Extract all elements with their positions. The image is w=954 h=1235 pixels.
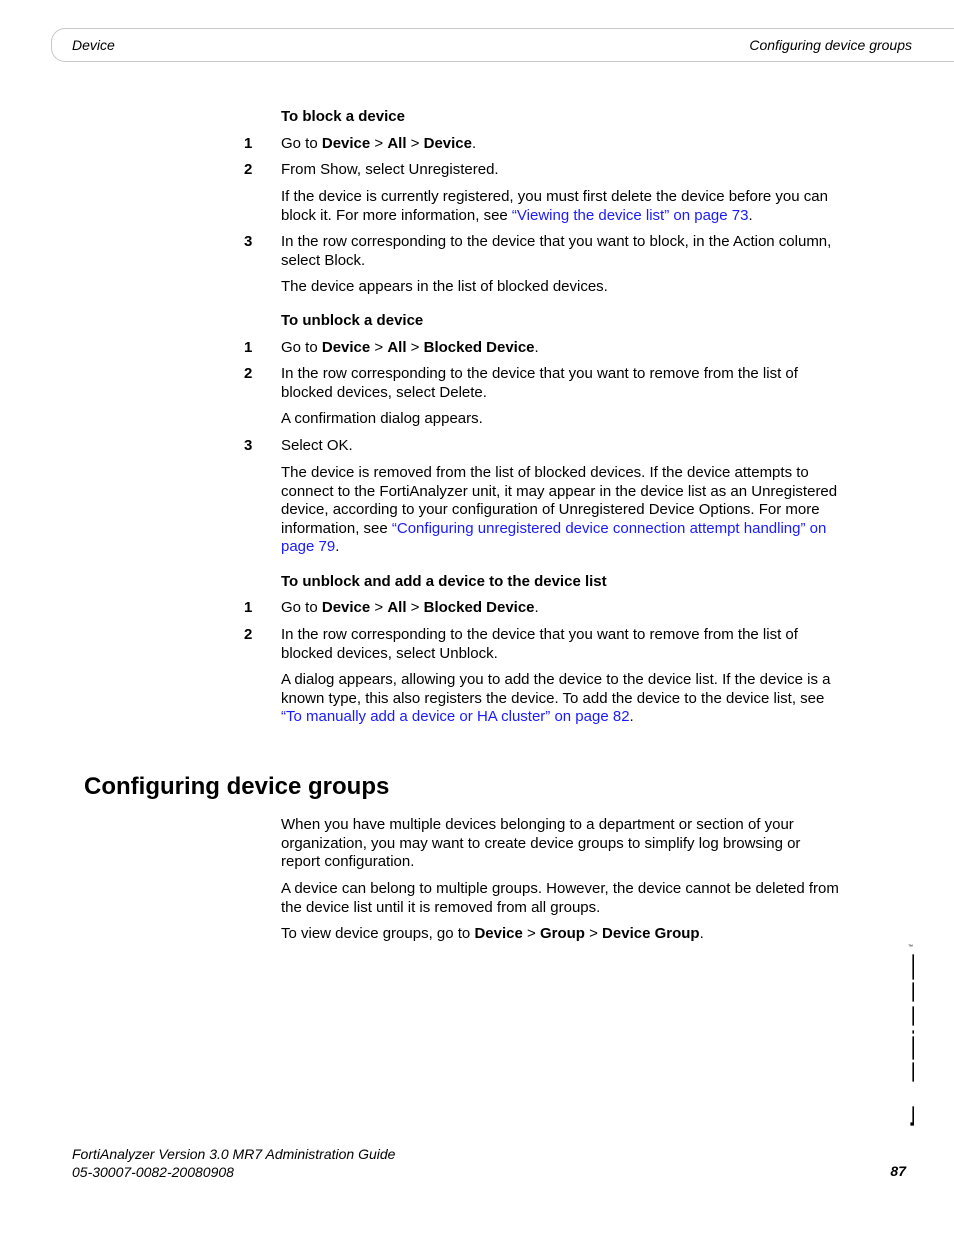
procedure-heading-block: To block a device (281, 108, 405, 125)
procedure-heading-unblock: To unblock a device (281, 312, 424, 329)
step-text: Go to Device > All > Device. (281, 135, 477, 152)
paragraph: The device is removed from the list of blocked devices. If the device attempts to connect to the FortiAnalyzer unit, it may appear in the device list as an Unregistered device, according to your configuration of Unregistered Device Options. For more information, see “Configuring unregistered device connection attempt handling” on page 79. (281, 464, 838, 555)
step-text: Go to Device > All > Blocked Device. (281, 339, 539, 356)
step-number: 2 (244, 365, 253, 382)
cross-reference-link[interactable]: “Configuring unregistered device connection attempt handling” on page 79 (281, 519, 827, 555)
header-chapter: Device (72, 37, 115, 53)
cross-reference-link[interactable]: “To manually add a device or HA cluster” on page 82 (281, 708, 630, 725)
step-text: In the row corresponding to the device that you want to remove from the list of blocked devices, select Delete. (281, 365, 798, 401)
footer-title: FortiAnalyzer Version 3.0 MR7 Administration Guide (72, 1146, 396, 1162)
step-number: 3 (244, 233, 253, 250)
step-text: In the row corresponding to the device that you want to remove from the list of blocked devices, select Unblock. (281, 626, 798, 662)
page-number: 87 (890, 1163, 906, 1179)
step-text: From Show, select Unregistered. (281, 161, 499, 178)
paragraph: A device can belong to multiple groups. However, the device cannot be deleted from the device list until it is removed from all groups. (281, 880, 839, 916)
paragraph: To view device groups, go to Device > Group > Device Group. (281, 925, 704, 942)
paragraph: A confirmation dialog appears. (281, 410, 483, 427)
footer-doc-info (72, 1146, 395, 1181)
paragraph: A dialog appears, allowing you to add the device to the device list. If the device is a known type, this also registers the device. To add the device to the device list, see “To manually add a device or HA cluster” on page 82. (281, 671, 831, 725)
step-number: 1 (244, 339, 253, 356)
logo-letter (912, 1108, 914, 1124)
paragraph: The device appears in the list of blocked devices. (281, 278, 608, 295)
step-number: 1 (244, 599, 253, 616)
step-text: In the row corresponding to the device that you want to block, in the Action column, select Block. (281, 233, 832, 269)
section-title: Configuring device groups (84, 773, 390, 800)
step-number: 3 (244, 437, 253, 454)
paragraph: When you have multiple devices belonging to a department or section of your organization, you may want to create device groups to simplify log browsing or report configuration. (281, 816, 801, 870)
step-number: 1 (244, 135, 253, 152)
footer-doc-number: 05-30007-0082-20080908 (72, 1163, 234, 1180)
fortinet-logo (884, 940, 914, 1130)
svg-text:™: ™ (908, 944, 913, 950)
step-text: Go to Device > All > Blocked Device. (281, 599, 539, 616)
step-number: 2 (244, 626, 253, 643)
paragraph: If the device is currently registered, you must first delete the device before you can block it. For more information, see “Viewing the device list” on page 73. (281, 188, 828, 224)
step-text: Select OK. (281, 437, 353, 454)
step-number: 2 (244, 161, 253, 178)
header-section: Configuring device groups (749, 37, 912, 53)
cross-reference-link[interactable]: “Viewing the device list” on page 73 (511, 206, 749, 224)
procedure-heading-unblock-add: To unblock and add a device to the device list (281, 573, 607, 590)
